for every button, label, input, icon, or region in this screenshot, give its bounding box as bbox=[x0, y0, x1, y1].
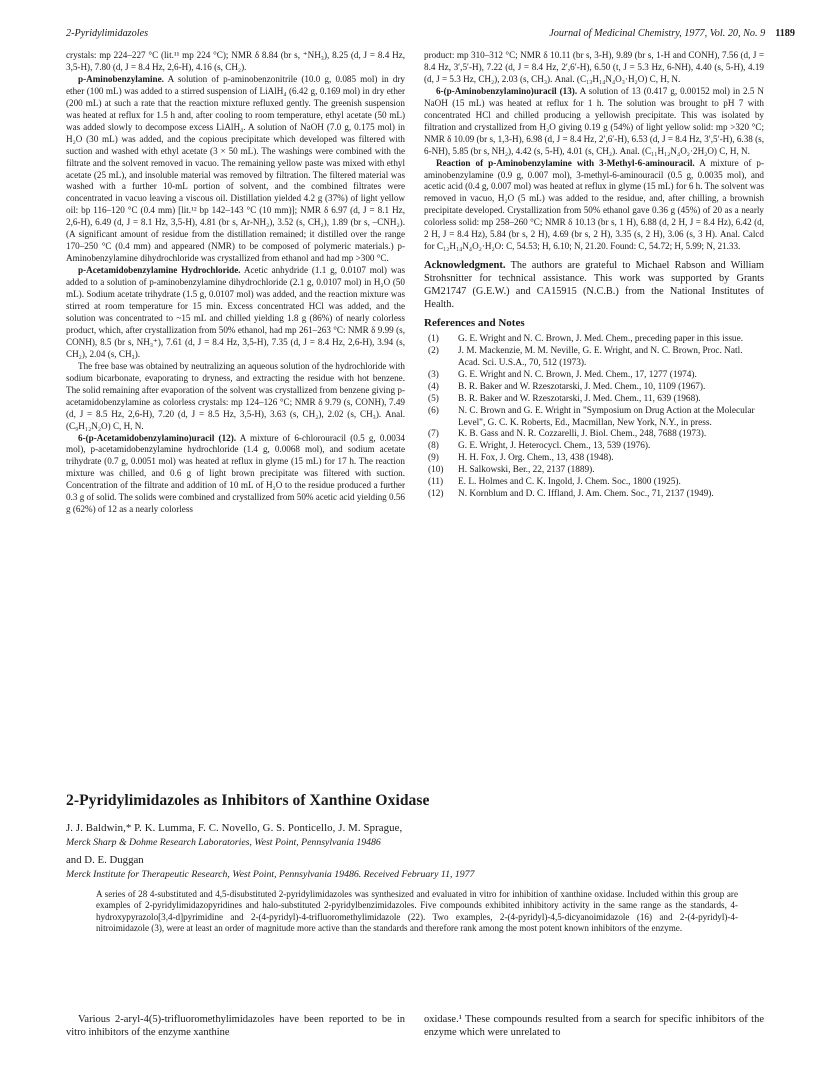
reference-text: H. H. Fox, J. Org. Chem., 13, 438 (1948). bbox=[458, 453, 614, 464]
reference-item bbox=[424, 334, 764, 346]
left-column bbox=[66, 50, 405, 516]
abstract: A series of 28 4-substituted and 4,5-disubstituted 2-pyridylimidazoles was synthesized and evaluated in vitro for inhibition of xanthine oxidase. Included within this group are examples of 2-pyridylimidazopyridines and halo-substituted 2-pyridylbenzimidazoles. Five compounds exhibited inhibitory activity in the same range as the standards, 4-hydroxypyrazolo[3,4-d]pyrimidine and 2-(4-pyridyl)-4-trifluoromethylimidazole (22). Two examples, 2-(4-pyridyl)-4,5-dicyanoimidazole (16) and 2-(4-pyridyl)-4-nitroimidazole (3), were at least an order of magnitude more active than the standards and therefore rank among the most potent known inhibitors of the enzyme. bbox=[96, 889, 738, 933]
reference-item bbox=[424, 429, 764, 441]
acknowledgment-text: The authors are grateful to Michael Rabson and William Strohsnitter for technical assistance. This work was supported by Grants GM21747 (G.E.W.) and CA15915 (N.C.B.) from the National Institutes of Health. bbox=[424, 260, 764, 311]
reference-item bbox=[424, 370, 764, 382]
reference-number: (3) bbox=[428, 369, 439, 380]
reference-text: B. R. Baker and W. Rzeszotarski, J. Med. Chem., 11, 639 (1968). bbox=[458, 393, 701, 404]
paragraph bbox=[424, 50, 764, 86]
running-head bbox=[66, 28, 795, 44]
reference-number: (12) bbox=[428, 488, 444, 499]
paragraph-text: A mixture of 6-chlorouracil (0.5 g, 0.0034 mol), p-acetamidobenzylamine hydrochloride (1.4 g, 0.0068 mol), and sodium acetate trihydrate (0.7 g, 0.0051 mol) was heated at reflux in glyme (15 mL) for 17 h. The reaction mixture was chilled, and 0.6 g of light brown precipitate was filtered with suction. Concentration of the filtrate and addition of 10 mL of H₂O to the residue produced a further 0.3 g of solid. The solids were combined and crystallized from 50% acetic acid yielding 0.56 g (62%) of 12 as a nearly colorless bbox=[66, 432, 405, 515]
reference-text: K. B. Gass and N. R. Cozzarelli, J. Biol. Chem., 248, 7688 (1973). bbox=[458, 429, 707, 440]
right-column bbox=[424, 50, 764, 501]
paragraph-text: The free base was obtained by neutralizing an aqueous solution of the hydrochloride with sodium bicarbonate, evaporating to dryness, and extracting the residue with hot benzene. The solid remaining after evaporation of the solvent was crystallized from benzene giving p-acetamidobenzylamine as colorless crystals: mp 124–126 °C; NMR δ 9.79 (s, CONH), 7.49 (d, J = 8.5 Hz, 2,6-H), 7.20 (d, J = 8.5 Hz, 3,5-H), 3.63 (s, CH₂), 2.02 (s, CH₃). Anal. (C₉H₁₂N₂O) C, H, N. bbox=[66, 360, 405, 431]
affiliation-received: Merck Institute for Therapeutic Research, West Point, Pennsylvania 19486. Received February 11, 1977 bbox=[66, 869, 475, 880]
paragraph-heading: Reaction of p-Aminobenzylamine with 3-Methyl-6-aminouracil. bbox=[436, 157, 695, 168]
reference-item bbox=[424, 382, 764, 394]
reference-list bbox=[424, 334, 764, 501]
references-heading: References and Notes bbox=[424, 317, 525, 330]
reference-number: (5) bbox=[428, 393, 439, 404]
affiliation: Merck Sharp & Dohme Research Laboratories, West Point, Pennsylvania 19486 bbox=[66, 837, 381, 848]
reference-number: (11) bbox=[428, 477, 444, 488]
reference-number: (4) bbox=[428, 381, 439, 392]
reference-item bbox=[424, 465, 764, 477]
reference-number: (9) bbox=[428, 453, 439, 464]
author-list: J. J. Baldwin,* P. K. Lumma, F. C. Novello, G. S. Ponticello, J. M. Sprague, bbox=[66, 822, 403, 834]
journal-citation: Journal of Medicinal Chemistry, 1977, Vol. 20, No. 9 bbox=[549, 28, 766, 39]
paragraph-text: product: mp 310–312 °C; NMR δ 10.11 (br s, 3-H), 9.89 (br s, 1-H and CONH), 7.56 (d, J = 8.4 Hz, 3′,5′-H), 7.22 (d, J = 8.4 Hz, 2′,6′-H), 6.50 (t, J = 5.3 Hz, 6-NH), 4.40 (s, 5-H), 4.19 (d, J = 5.3 Hz, CH₂), 2.03 (s, CH₃). Anal. (C₁₃H₁₄N₄O₃·H₂O) C, H, N. bbox=[424, 50, 764, 84]
paragraph bbox=[66, 433, 405, 517]
intro-text-right: oxidase.¹ These compounds resulted from a search for specific inhibitors of the enzyme which were unrelated to bbox=[424, 1014, 764, 1039]
paragraph bbox=[424, 86, 764, 158]
paragraph bbox=[66, 74, 405, 265]
reference-item bbox=[424, 453, 764, 465]
reference-number: (1) bbox=[428, 334, 439, 345]
reference-number: (2) bbox=[428, 346, 439, 357]
acknowledgment-label: Acknowledgment. bbox=[424, 260, 506, 272]
reference-text: N. C. Brown and G. E. Wright in "Symposium on Drug Action at the Molecular Level", G. C. K. Roberts, Ed., Macmillan, New York, N.Y., in press. bbox=[458, 405, 755, 428]
paragraph bbox=[424, 158, 764, 254]
running-head-right bbox=[549, 28, 795, 39]
reference-text: E. L. Holmes and C. K. Ingold, J. Chem. Soc., 1800 (1925). bbox=[458, 477, 681, 488]
paragraph-text: A solution of p-aminobenzonitrile (10.0 g, 0.085 mol) in dry ether (100 mL) was added to a stirred suspension of LiAlH₄ (6.42 g, 0.169 mol) in dry ether (200 mL) at such a rate that the reaction mixture refluxed gently. The greenish suspension was heated at reflux for 1.5 h and, after cooling to room temperature, ethyl acetate (50 mL) was added slowly to decompose excess LiAlH₄. A solution of NaOH (7.0 g, 0.175 mol) in H₂O (30 mL) was added, and the copious precipitate which developed was filtered with suction and washed with ethyl acetate (3 × 50 mL). The washings were combined with the filtrate and the solvent removed in vacuo. The remaining yellow paste was mixed with ethyl acetate (25 mL), and insoluble material was removed by filtration. The filtered material was washed with a further 10-mL portion of solvent, and the combined filtrates were concentrated in vacuo leaving a viscous oil. Distillation yielded 4.2 g (37%) of light yellow oil: bp 116–120 °C (0.4 mm) [lit.¹² bp 142–143 °C (10 mm)]; NMR δ 6.97 (d, J = 8.1 Hz, 2,6-H), 6.49 (d, J = 8.1 Hz, 3,5-H), 4.81 (br s, Ar-NH₂), 3.52 (s, CH₂), 1.89 (br s, –CNH₂). (A significant amount of residue from the distillation remained; it distilled over the range 170–250 °C (0.4 mm) and appeared (NMR) to be composed of polymeric materials.) p-Aminobenzylamine dihydrochloride was crystallized from ethanol and had mp >300 °C. bbox=[66, 73, 405, 264]
page-number: 1189 bbox=[775, 28, 795, 39]
reference-item bbox=[424, 346, 764, 370]
paragraph bbox=[66, 50, 405, 74]
reference-text: N. Kornblum and D. C. Iffland, J. Am. Chem. Soc., 71, 2137 (1949). bbox=[458, 488, 714, 499]
reference-item bbox=[424, 441, 764, 453]
paragraph-text: crystals: mp 224–227 °C (lit.¹¹ mp 224 °C); NMR δ 8.84 (br s, ⁺NH₃), 8.25 (d, J = 8.4 Hz, 3,5-H), 7.80 (d, J = 8.4 Hz, 2,6-H), 4.16 (s, CH₂). bbox=[66, 50, 405, 72]
reference-text: G. E. Wright and N. C. Brown, J. Med. Chem., preceding paper in this issue. bbox=[458, 334, 744, 345]
reference-text: B. R. Baker and W. Rzeszotarski, J. Med. Chem., 10, 1109 (1967). bbox=[458, 381, 706, 392]
reference-number: (6) bbox=[428, 405, 439, 416]
paragraph-text: A solution of 13 (0.417 g, 0.00152 mol) in 2.5 N NaOH (15 mL) was heated at reflux for 1 h. The solution was brought to pH 7 with concentrated HCl and chilled producing a yellowish precipitate. This was isolated by filtration and crystallized from H₂O giving 0.19 g (54%) of light yellow solid: mp >320 °C; NMR δ 10.09 (br s, 1,3-H), 6.98 (d, J = 8.4 Hz, 2′,6′-H), 6.53 (d, J = 8.4 Hz, 3′,5′-H), 6.38 (s, 6-NH), 5.85 (br s, NH₂), 4.42 (s, 5-H), 4.01 (s, CH₂). Anal. (C₁₁H₁₂N₄O₂·2H₂O) C, H, N. bbox=[424, 85, 764, 156]
article-title: 2-Pyridylimidazoles as Inhibitors of Xanthine Oxidase bbox=[66, 792, 430, 809]
paragraph bbox=[66, 361, 405, 433]
paragraph-text: A mixture of p-aminobenzylamine (0.9 g, 0.007 mol), 3-methyl-6-aminouracil (0.5 g, 0.0035 mol), and acetic acid (0.4 g, 0.007 mol) was heated at reflux in glyme (15 mL) for 6 h. The solvent was removed in vacuo, H₂O (5 mL) was added to the residue, and, after chilling, a brownish precipitate developed. Crystallization from 50% ethanol gave 0.36 g (45%) of 20 as a nearly colorless solid: mp 258–260 °C; NMR δ 10.13 (br s, 1 H), 6.88 (d, 2 H, J = 8.4 Hz), 6.42 (d, 2 H, J = 8.4 Hz), 5.84 (br s, 2 H), 4.69 (br s, 2 H), 3.35 (s, 2 H), 3.06 (s, 3 H). Anal. Calcd for C₁₂H₁₄N₄O₂·H₂O: C, 54.53; H, 6.10; N, 21.20. Found: C, 54.72; H, 5.99; N, 21.33. bbox=[424, 157, 765, 252]
reference-text: H. Salkowski, Ber., 22, 2137 (1889). bbox=[458, 465, 595, 476]
reference-text: J. M. Mackenzie, M. M. Neville, G. E. Wright, and N. C. Brown, Proc. Natl. Acad. Sci. U.S.A., 70, 512 (1973). bbox=[458, 346, 743, 368]
paragraph bbox=[66, 265, 405, 361]
reference-number: (10) bbox=[428, 465, 444, 476]
reference-text: G. E. Wright and N. C. Brown, J. Med. Chem., 17, 1277 (1974). bbox=[458, 369, 697, 380]
paragraph-heading: p-Aminobenzylamine. bbox=[78, 73, 164, 84]
article-header bbox=[66, 792, 764, 934]
reference-text: G. E. Wright, J. Heterocycl. Chem., 13, 539 (1976). bbox=[458, 441, 651, 452]
reference-item bbox=[424, 489, 764, 501]
intro-text-left: Various 2-aryl-4(5)-trifluoromethylimidazoles have been reported to be in vitro inhibitors of the enzyme xanthine bbox=[66, 1014, 405, 1039]
reference-number: (8) bbox=[428, 441, 439, 452]
reference-number: (7) bbox=[428, 429, 439, 440]
paragraph-heading: 6-(p-Aminobenzylamino)uracil (13). bbox=[436, 85, 578, 96]
acknowledgment bbox=[424, 259, 764, 311]
reference-item bbox=[424, 394, 764, 406]
paragraph-heading: 6-(p-Acetamidobenzylamino)uracil (12). bbox=[78, 432, 237, 443]
reference-item bbox=[424, 477, 764, 489]
paragraph-heading: p-Acetamidobenzylamine Hydrochloride. bbox=[78, 265, 241, 276]
running-head-left: 2-Pyridylimidazoles bbox=[66, 28, 149, 39]
author-list-2: and D. E. Duggan bbox=[66, 854, 144, 866]
paragraph-text: Acetic anhydride (1.1 g, 0.0107 mol) was added to a solution of p-aminobenzylamine dihydrochloride (2.1 g, 0.0107 mol) in H₂O (50 mL). Sodium acetate trihydrate (1.5 g, 0.0107 mol) was added, and the reaction mixture was stirred at room temperature for 15 min. Excess concentrated HCl was added, and the solution was concentrated to ~15 mL and chilled yielding 1.8 g (86%) of nearly colorless product, which, after crystallization from 50% ethanol, had mp 261–263 °C: NMR δ 9.99 (s, CONH), 8.5 (br s, NH₃⁺), 7.61 (d, J = 8.4 Hz, 3,5-H), 7.35 (d, J = 8.4 Hz, 2,6-H), 3.94 (s, CH₂), 2.04 (s, CH₃). bbox=[66, 265, 405, 359]
reference-item bbox=[424, 406, 764, 430]
